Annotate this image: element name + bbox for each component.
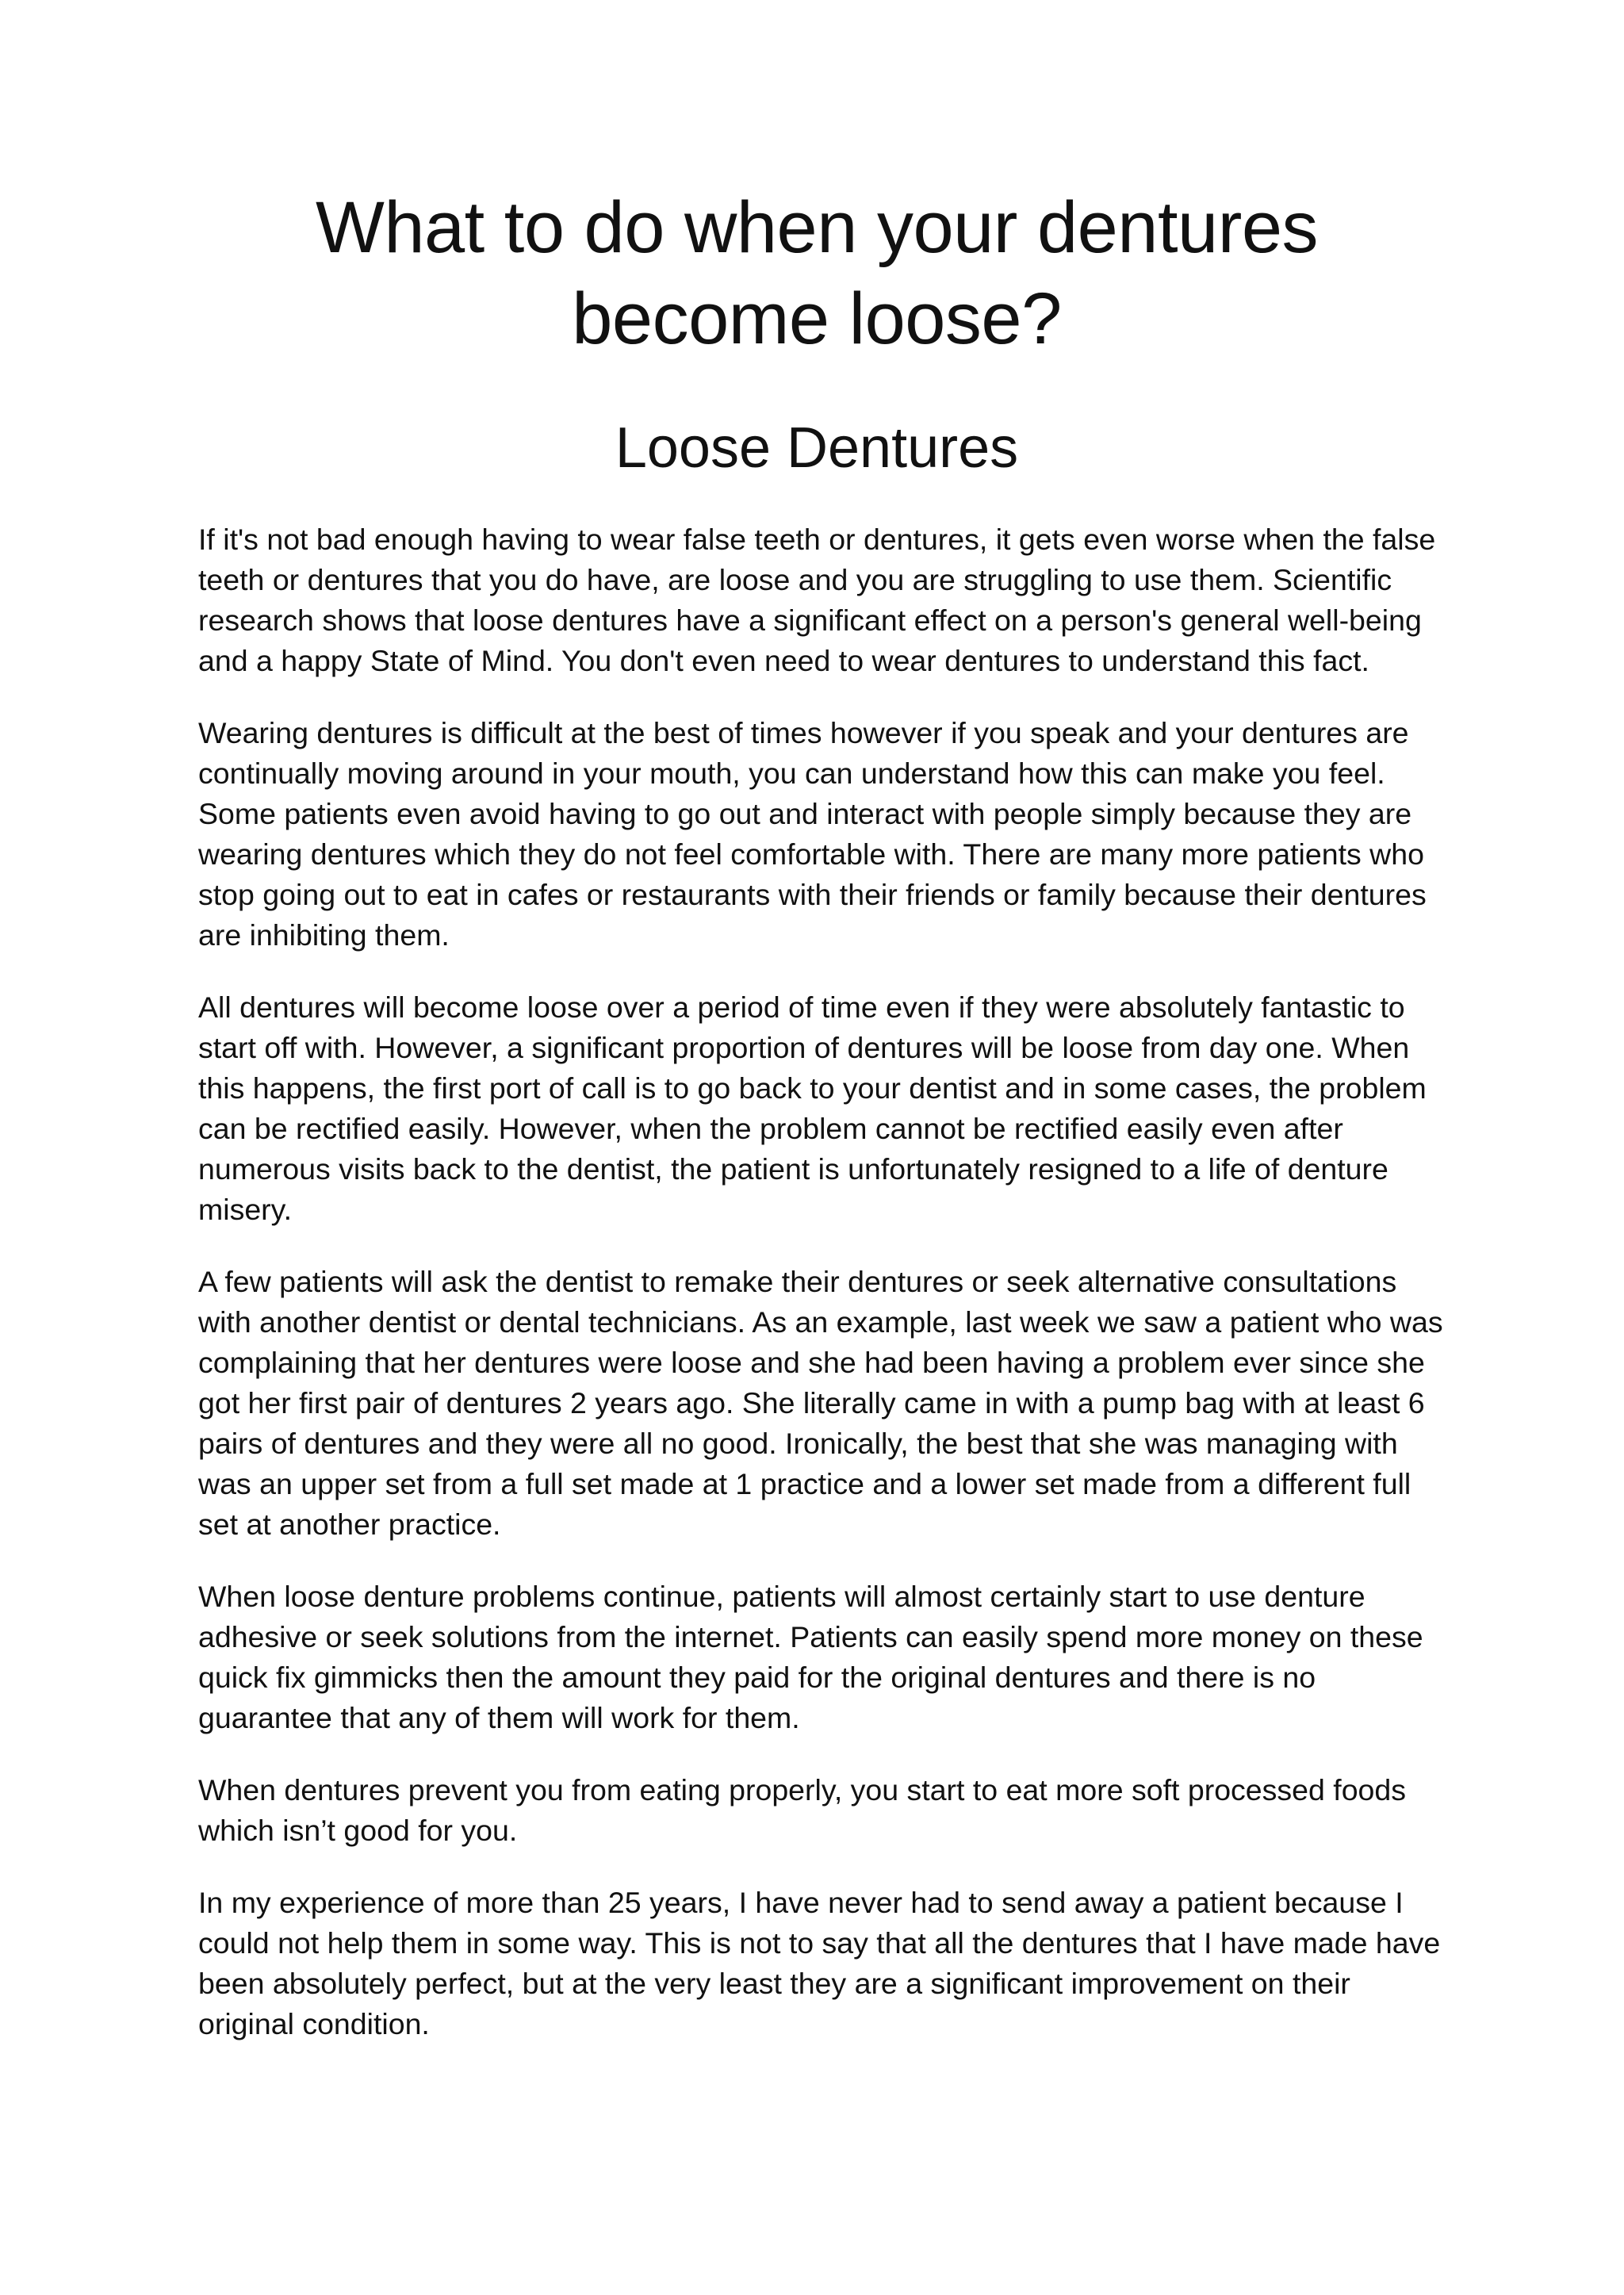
paragraph-5: When loose denture problems continue, patients will almost certainly start to use denture adhesive or seek solutions from the internet. Patients can easily spend more money on these quick fix gimmicks then the amount they paid for the original dentures and there is no guarantee that any of them will work for them. — [198, 1580, 1423, 1734]
paragraph-1: If it's not bad enough having to wear false teeth or dentures, it gets even worse when the false teeth or dentures that you do have, are loose and you are struggling to use them. Scientific research shows that loose dentures have a significant effect on a person's general well-being and a happy State of Mind. You don't even need to wear dentures to understand this fact. — [198, 523, 1436, 677]
paragraph-3: All dentures will become loose over a period of time even if they were absolutely fantastic to start off with. However, a significant proportion of dentures will be loose from day one. When this happens, the first port of call is to go back to your dentist and in some cases, the problem can be rectified easily. However, when the problem cannot be rectified easily even after numerous visits back to the dentist, the patient is unfortunately resigned to a life of denture misery. — [198, 990, 1427, 1226]
paragraph-7: In my experience of more than 25 years, I have never had to send away a patient because I could not help them in some way. This is not to say that all the dentures that I have made have been absolutely perfect, but at the very least they are a significant improvement on their original condition. — [198, 1886, 1441, 2040]
page-title: What to do when your dentures become loose? — [315, 187, 1319, 359]
article-body — [198, 519, 1451, 2076]
section-heading: Loose Dentures — [615, 416, 1019, 480]
paragraph-4: A few patients will ask the dentist to remake their dentures or seek alternative consultations with another dentist or dental technicians. As an example, last week we saw a patient who was complaining that her dentures were loose and she had been having a problem ever since she got her first pair of dentures 2 years ago. She literally came in with a pump bag with at least 6 pairs of dentures and they were all no good. Ironically, the best that she was managing with was an upper set from a full set made at 1 practice and a lower set made from a different full set at another practice. — [198, 1265, 1443, 1541]
paragraph-2: Wearing dentures is difficult at the best of times however if you speak and your dentures are continually moving around in your mouth, you can understand how this can make you feel. Some patients even avoid having to go out and interact with people simply because they are wearing dentures which they do not feel comfortable with. There are many more patients who stop going out to eat in cafes or restaurants with their friends or family because their dentures are inhibiting them. — [198, 716, 1427, 952]
paragraph-6: When dentures prevent you from eating properly, you start to eat more soft processed foods which isn’t good for you. — [198, 1773, 1407, 1847]
